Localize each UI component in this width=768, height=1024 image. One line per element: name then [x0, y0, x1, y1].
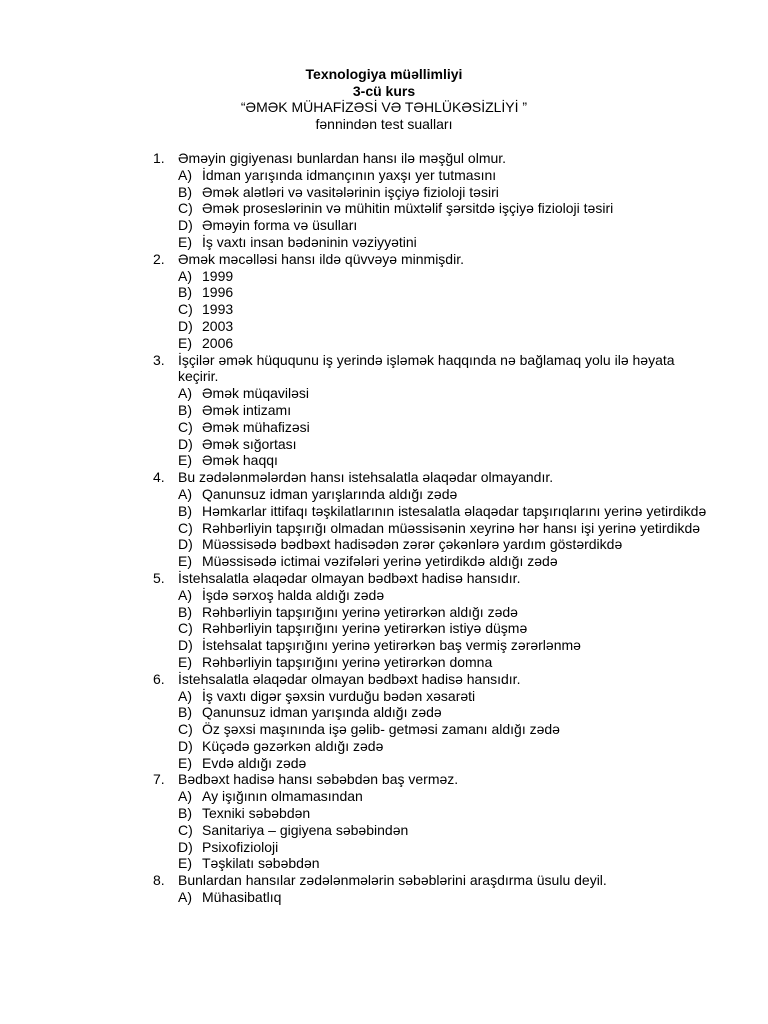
answer-option	[153, 234, 713, 251]
question-row	[153, 150, 713, 167]
document-header	[0, 66, 768, 132]
option-text: Rəhbərliyin tapşırığını yerinə yetirərkən domna	[202, 653, 493, 670]
option-letter: D)	[178, 217, 193, 234]
option-text: Əmək sığortası	[202, 435, 297, 452]
option-letter: B)	[178, 502, 192, 519]
question-item	[153, 570, 713, 671]
option-text: Rəhbərliyin tapşırığı olmadan müəssisənin xeyrinə hər hansı işi yerinə yetirdikdə	[202, 519, 701, 536]
question-text: Əmək məcəlləsi hansı ildə qüvvəyə minmişdir.	[178, 250, 464, 267]
option-letter: C)	[178, 721, 193, 738]
question-number: 8.	[153, 872, 165, 889]
option-text: Rəhbərliyin tapşırığını yerinə yetirərkən aldığı zədə	[202, 603, 518, 620]
answer-option	[153, 452, 713, 469]
option-text: İstehsalat tapşırığını yerinə yetirərkən baş vermiş zərərlənmə	[202, 637, 581, 654]
answer-option	[153, 839, 713, 856]
question-number: 7.	[153, 771, 165, 788]
option-letter: C)	[178, 519, 193, 536]
option-letter: B)	[178, 603, 192, 620]
question-number: 1.	[153, 150, 165, 166]
question-row	[153, 771, 713, 788]
option-letter: E)	[178, 553, 192, 570]
question-text: İstehsalatla əlaqədar olmayan bədbəxt hadisə hansıdır.	[178, 569, 521, 586]
answer-option	[153, 822, 713, 839]
answer-option	[153, 805, 713, 822]
option-letter: A)	[178, 485, 192, 502]
question-item	[153, 150, 713, 251]
question-number: 6.	[153, 670, 165, 687]
header-subtitle: fənnindən test sualları	[315, 115, 453, 132]
option-letter: E)	[178, 452, 192, 469]
answer-option	[153, 553, 713, 570]
answer-option	[153, 184, 713, 201]
option-letter: C)	[178, 200, 193, 217]
option-text: Evdə aldığı zədə	[202, 754, 307, 771]
option-letter: A)	[178, 267, 192, 284]
option-text: Psixofizioloji	[202, 838, 279, 855]
question-number: 2.	[153, 250, 165, 267]
header-course: 3-cü kurs	[352, 82, 416, 99]
answer-option	[153, 587, 713, 604]
option-letter: D)	[178, 317, 193, 334]
option-text: İş vaxtı digər şəxsin vurduğu bədən xəsarəti	[202, 687, 476, 704]
header-subject: “ƏMƏK MÜHAFİZƏSİ VƏ TƏHLÜKƏSİZLİYİ ”	[240, 99, 528, 115]
option-letter: B)	[178, 805, 192, 822]
option-letter: A)	[178, 687, 192, 704]
answer-option	[153, 503, 713, 520]
answer-option	[153, 402, 713, 419]
option-letter: D)	[178, 435, 193, 452]
option-text: Əmək proseslərinin və mühitin müxtəlif şərsitdə işçiyə fizioloji təsiri	[202, 200, 614, 217]
question-row	[153, 251, 713, 268]
question-item	[153, 771, 713, 872]
option-letter: A)	[178, 586, 192, 603]
option-text: Əmək alətləri və vasitələrinin işçiyə fizioloji təsiri	[202, 183, 499, 200]
answer-option	[153, 855, 713, 872]
option-text: Qanunsuz idman yarışlarında aldığı zədə	[202, 485, 458, 502]
option-text: Rəhbərliyin tapşırığını yerinə yetirərkən istiyə düşmə	[202, 620, 528, 637]
answer-option	[153, 704, 713, 721]
option-letter: D)	[178, 536, 193, 553]
answer-option	[153, 688, 713, 705]
option-text: Təşkilatı səbəbdən	[202, 855, 320, 872]
option-text: Mühasibatlıq	[202, 889, 282, 906]
option-letter: A)	[178, 166, 192, 183]
option-text: Əmək intizamı	[202, 401, 292, 418]
question-number: 5.	[153, 569, 165, 586]
answer-option	[153, 788, 713, 805]
question-item	[153, 671, 713, 772]
option-text: Küçədə gəzərkən aldığı zədə	[202, 737, 384, 754]
option-text: 2003	[202, 317, 234, 334]
option-text: Əmək müqaviləsi	[202, 385, 310, 402]
option-letter: D)	[178, 838, 193, 855]
option-letter: C)	[178, 620, 193, 637]
question-text: Əməyin gigiyenası bunlardan hansı ilə məşğul olmur.	[178, 150, 507, 166]
answer-option	[153, 889, 713, 906]
option-letter: A)	[178, 385, 192, 402]
option-text: Öz şəxsi maşınında işə gəlib- getməsi zamanı aldığı zədə	[202, 721, 560, 738]
option-text: Əmək mühafizəsi	[202, 418, 310, 435]
answer-option	[153, 217, 713, 234]
answer-option	[153, 335, 713, 352]
option-text: 1996	[202, 284, 234, 301]
answer-option	[153, 520, 713, 537]
answer-option	[153, 721, 713, 738]
question-row	[153, 570, 713, 587]
option-letter: E)	[178, 233, 192, 250]
option-text: Əməyin forma və üsulları	[202, 217, 358, 234]
option-text: Müəssisədə bədbəxt hadisədən zərər çəkənlərə yardım göstərdikdə	[202, 536, 623, 553]
option-text: İdman yarışında idmançının yaxşı yer tutmasını	[202, 166, 497, 183]
answer-option	[153, 620, 713, 637]
answer-option	[153, 318, 713, 335]
option-letter: D)	[178, 637, 193, 654]
answer-option	[153, 738, 713, 755]
answer-option	[153, 268, 713, 285]
question-item	[153, 251, 713, 352]
answer-option	[153, 604, 713, 621]
question-text: Bunlardan hansılar zədələnmələrin səbəblərini araşdırma üsulu deyil.	[178, 872, 607, 889]
option-letter: C)	[178, 418, 193, 435]
question-row	[153, 671, 713, 688]
option-text: İşdə sərxoş halda aldığı zədə	[202, 586, 385, 603]
option-letter: E)	[178, 334, 192, 351]
option-text: İş vaxtı insan bədəninin vəziyyətini	[202, 233, 417, 250]
question-text: İstehsalatla əlaqədar olmayan bədbəxt hadisə hansıdır.	[178, 670, 521, 687]
answer-option	[153, 486, 713, 503]
question-item	[153, 352, 713, 470]
question-text: Bədbəxt hadisə hansı səbəbdən baş verməz.	[178, 771, 459, 788]
option-text: 1999	[202, 267, 234, 284]
answer-option	[153, 167, 713, 184]
question-number: 3.	[153, 351, 165, 368]
question-text: Bu zədələnmələrdən hansı istehsalatla əlaqədar olmayandır.	[178, 469, 554, 486]
option-text: Həmkarlar ittifaqı təşkilatlarının istesalatla əlaqədar tapşırıqlarını yerinə yetirdikdə	[202, 502, 707, 519]
question-row	[153, 872, 713, 889]
option-letter: A)	[178, 889, 192, 906]
question-row	[153, 469, 713, 486]
option-letter: B)	[178, 284, 192, 301]
question-list	[153, 150, 713, 906]
answer-option	[153, 536, 713, 553]
question-item	[153, 469, 713, 570]
option-letter: C)	[178, 301, 193, 318]
option-letter: B)	[178, 401, 192, 418]
option-text: Qanunsuz idman yarışında aldığı zədə	[202, 704, 442, 721]
option-letter: D)	[178, 737, 193, 754]
question-number: 4.	[153, 469, 165, 486]
answer-option	[153, 301, 713, 318]
option-letter: B)	[178, 183, 192, 200]
answer-option	[153, 385, 713, 402]
answer-option	[153, 419, 713, 436]
question-row	[153, 352, 713, 386]
question-text: İşçilər əmək hüququnu iş yerində işləmək haqqında nə bağlamaq yolu ilə həyata keçirir.	[178, 351, 675, 385]
option-text: Sanitariya – gigiyena səbəbindən	[202, 821, 409, 838]
option-letter: E)	[178, 754, 192, 771]
answer-option	[153, 436, 713, 453]
option-text: Əmək haqqı	[202, 452, 278, 469]
option-letter: E)	[178, 855, 192, 872]
option-letter: C)	[178, 821, 193, 838]
option-text: Müəssisədə ictimai vəzifələri yerinə yetirdikdə aldığı zədə	[202, 553, 558, 570]
answer-option	[153, 654, 713, 671]
header-title: Texnologiya müəllimliyi	[305, 66, 463, 82]
option-letter: B)	[178, 704, 192, 721]
answer-option	[153, 200, 713, 217]
option-text: 1993	[202, 301, 234, 318]
option-letter: A)	[178, 788, 192, 805]
option-text: 2006	[202, 334, 234, 351]
answer-option	[153, 755, 713, 772]
answer-option	[153, 637, 713, 654]
option-text: Ay işığının olmamasından	[202, 788, 363, 805]
question-item	[153, 872, 713, 906]
answer-option	[153, 284, 713, 301]
option-letter: E)	[178, 653, 192, 670]
option-text: Texniki səbəbdən	[202, 805, 311, 822]
